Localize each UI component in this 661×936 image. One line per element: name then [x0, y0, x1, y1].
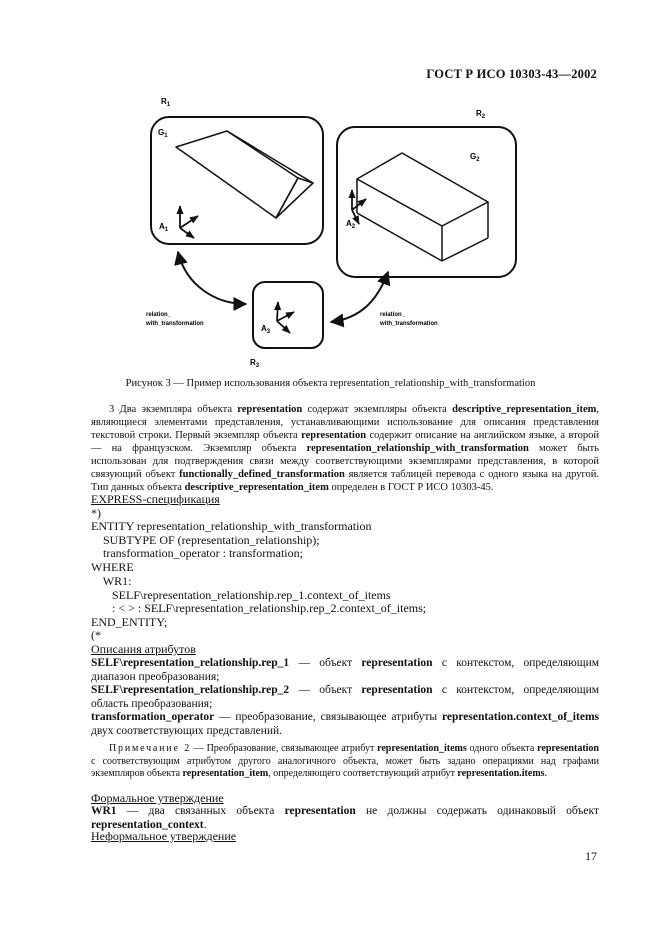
formal-heading: Формальное утверждение — [91, 791, 224, 805]
label-a3: $A_3$ — [261, 324, 271, 335]
express-line: SUBTYPE OF (representation_relationship); — [91, 533, 320, 547]
box-shape — [357, 153, 488, 261]
express-line: : < > : SELF\representation_relationship.rep_2.context_of_items; — [91, 601, 427, 615]
note-2: Примечание 2 — Преобразование, связывающее атрибут representation_items одного объекта representation с соответствующим атрибутом другого аналогичного объекта, может быть задано операциями над графами экземпляров объекта representation_item, определяющего соответствующий атрибут representation.items. — [91, 743, 599, 779]
label-g1: $G_1$ — [158, 128, 168, 139]
document-header: ГОСТ Р ИСО 10303-43—2002 — [426, 67, 597, 81]
attributes-heading: Описания атрибутов — [91, 642, 196, 656]
arrow-left — [178, 252, 246, 304]
page-number: 17 — [585, 849, 597, 863]
axes-a1 — [180, 206, 198, 238]
frame-r2 — [337, 127, 516, 277]
label-r1: $R_1$ — [161, 97, 171, 108]
express-line: (* — [91, 628, 101, 642]
attribute-rep-2: SELF\representation_relationship.rep_2 — объект representation с контекстом, определяющим область преобразования; — [91, 684, 599, 710]
express-line: WHERE — [91, 560, 134, 574]
label-r3: $R_3$ — [250, 358, 260, 369]
express-line: transformation_operator : transformation; — [91, 546, 303, 560]
paragraph-3: 3 Два экземпляра объекта representation содержат экземпляры объекта descriptive_representation_item, являющиеся элементами представления, устанавливающими использование для описания представления текстовой строки. Первый экземпляр объекта representation содержит описание на английском языке, а второй — на французском. Экземпляр объекта representation_relationship_with_transformation может быть использован для подтверждения связи между соответствующими экземплярами представления, в которой связующий объект functionally_defined_transformation является таблицей перевода с одного языка на другой. Тип данных объекта descriptive_representation_item определен в ГОСТ Р ИСО 10303-45. — [91, 404, 599, 493]
figure-caption: Рисунок 3 — Пример использования объекта representation_relationship_with_transformation — [125, 378, 536, 389]
express-line: *) — [91, 506, 101, 520]
attribute-rep-1: SELF\representation_relationship.rep_1 — объект representation с контекстом, определяющим диапазон преобразования; — [91, 657, 599, 683]
express-line: SELF\representation_relationship.rep_1.context_of_items — [91, 588, 391, 602]
label-relation-left: relation_ — [146, 312, 172, 318]
axes-a3 — [277, 302, 294, 333]
label-g2: $G_2$ — [470, 152, 480, 163]
label-a2: $A_2$ — [346, 219, 356, 230]
formal-rule-wr1: WR1 — два связанных объекта representation не должны содержать одинаковый объект representation_context. — [91, 805, 599, 831]
prism-shape — [176, 131, 313, 218]
express-line: END_ENTITY; — [91, 615, 168, 629]
express-heading: EXPRESS-спецификация — [91, 492, 220, 506]
figure-diagram — [0, 0, 661, 372]
informal-heading: Неформальное утверждение — [91, 829, 237, 843]
express-line: WR1: — [91, 574, 132, 588]
attribute-transformation-operator: transformation_operator — преобразование, связывающее атрибуты representation.context_of_items двух соответствующих представлений. — [91, 711, 599, 737]
label-with-transformation-right: with_transformation — [380, 321, 438, 327]
label-relation-right: relation_ — [380, 312, 406, 318]
label-with-transformation-left: with_transformation — [146, 321, 204, 327]
label-r2: $R_2$ — [476, 109, 486, 120]
axes-a2 — [352, 190, 366, 224]
label-a1: $A_1$ — [159, 222, 169, 233]
express-line: ENTITY representation_relationship_with_transformation — [91, 519, 372, 533]
